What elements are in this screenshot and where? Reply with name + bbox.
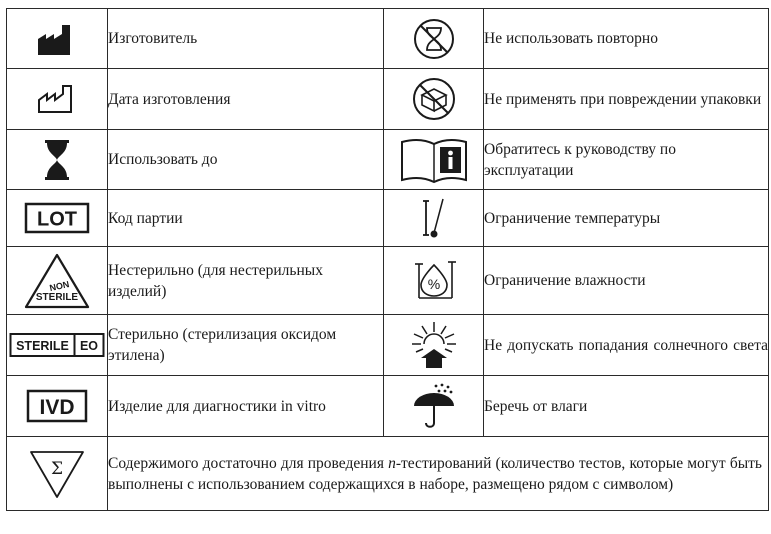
non-sterile-icon-cell	[7, 247, 108, 315]
sterile-eo-icon-text-2: EO	[79, 339, 99, 353]
contains-sufficient-for-n-tests-icon	[27, 448, 87, 500]
label-use-by: Использовать до	[108, 130, 384, 190]
use-by-hourglass-icon	[42, 137, 72, 183]
label-date-of-manufacture: Дата изготовления	[108, 69, 384, 130]
label-sterile-eo: Стерильно (стерилизация оксидом этилена)	[108, 315, 384, 376]
manufacturer-icon	[34, 21, 80, 57]
label-do-not-use-if-damaged: Не применять при повреждении упаковки	[484, 69, 769, 130]
ivd-icon	[26, 389, 88, 423]
keep-dry-icon-cell	[384, 376, 484, 437]
lot-icon	[24, 202, 90, 234]
table-row	[7, 315, 769, 376]
sterile-eo-icon-text-1: STERILE	[16, 339, 69, 353]
table-row	[7, 376, 769, 437]
do-not-use-if-damaged-icon	[411, 76, 457, 122]
temperature-limit-icon	[417, 195, 451, 241]
date-of-manufacture-icon-cell	[7, 69, 108, 130]
do-not-reuse-icon	[412, 17, 456, 61]
label-manufacturer: Изготовитель	[108, 9, 384, 69]
table-row	[7, 247, 769, 315]
label-consult-instructions: Обратитесь к руководству по эксплуатации	[484, 130, 769, 190]
non-sterile-icon	[23, 252, 91, 310]
non-sterile-icon-text-1: NON	[48, 278, 71, 293]
label-keep-away-from-sunlight: Не допускать попадания солнечного света	[484, 315, 769, 376]
do-not-use-if-damaged-icon-cell	[384, 69, 484, 130]
sufficient-for-n-tests-icon-cell	[7, 437, 108, 511]
lot-icon-cell	[7, 190, 108, 247]
lot-icon-text: LOT	[37, 208, 77, 231]
humidity-limit-icon-cell	[384, 247, 484, 315]
keep-away-from-sunlight-icon	[408, 320, 460, 370]
table-row	[7, 9, 769, 69]
temperature-limit-icon-cell	[384, 190, 484, 247]
table-row	[7, 69, 769, 130]
italic-n: n	[388, 454, 396, 472]
symbols-table	[6, 8, 769, 511]
ivd-icon-text: IVD	[39, 396, 75, 419]
humidity-limit-icon	[408, 256, 460, 306]
consult-instructions-icon-cell	[384, 130, 484, 190]
label-non-sterile: Нестерильно (для нестерильных изделий)	[108, 247, 384, 315]
sterile-eo-icon	[9, 332, 105, 358]
do-not-reuse-icon-cell	[384, 9, 484, 69]
label-ivd: Изделие для диагностики in vitro	[108, 376, 384, 437]
sterile-eo-icon-cell	[7, 315, 108, 376]
label-do-not-reuse: Не использовать повторно	[484, 9, 769, 69]
label-temperature-limit: Ограничение температуры	[484, 190, 769, 247]
table-row	[7, 437, 769, 511]
label-humidity-limit: Ограничение влажности	[484, 247, 769, 315]
keep-dry-icon	[410, 382, 458, 430]
date-of-manufacture-icon	[35, 82, 79, 116]
manufacturer-icon-cell	[7, 9, 108, 69]
humidity-limit-icon-text: %	[427, 275, 440, 292]
table-row	[7, 130, 769, 190]
consult-instructions-icon	[399, 136, 469, 184]
label-keep-dry: Беречь от влаги	[484, 376, 769, 437]
non-sterile-icon-text-2: STERILE	[35, 291, 79, 303]
table-row	[7, 190, 769, 247]
label-lot: Код партии	[108, 190, 384, 247]
use-by-icon-cell	[7, 130, 108, 190]
sigma-icon-text: Σ	[50, 458, 64, 479]
ivd-icon-cell	[7, 376, 108, 437]
label-sufficient-for-n-tests: Содержимого достаточно для проведения n-тестирований (количество тестов, которые могут быть выполнены с использованием содержащихся в наборе, размещено рядом с символом)	[108, 437, 769, 511]
keep-away-from-sunlight-icon-cell	[384, 315, 484, 376]
